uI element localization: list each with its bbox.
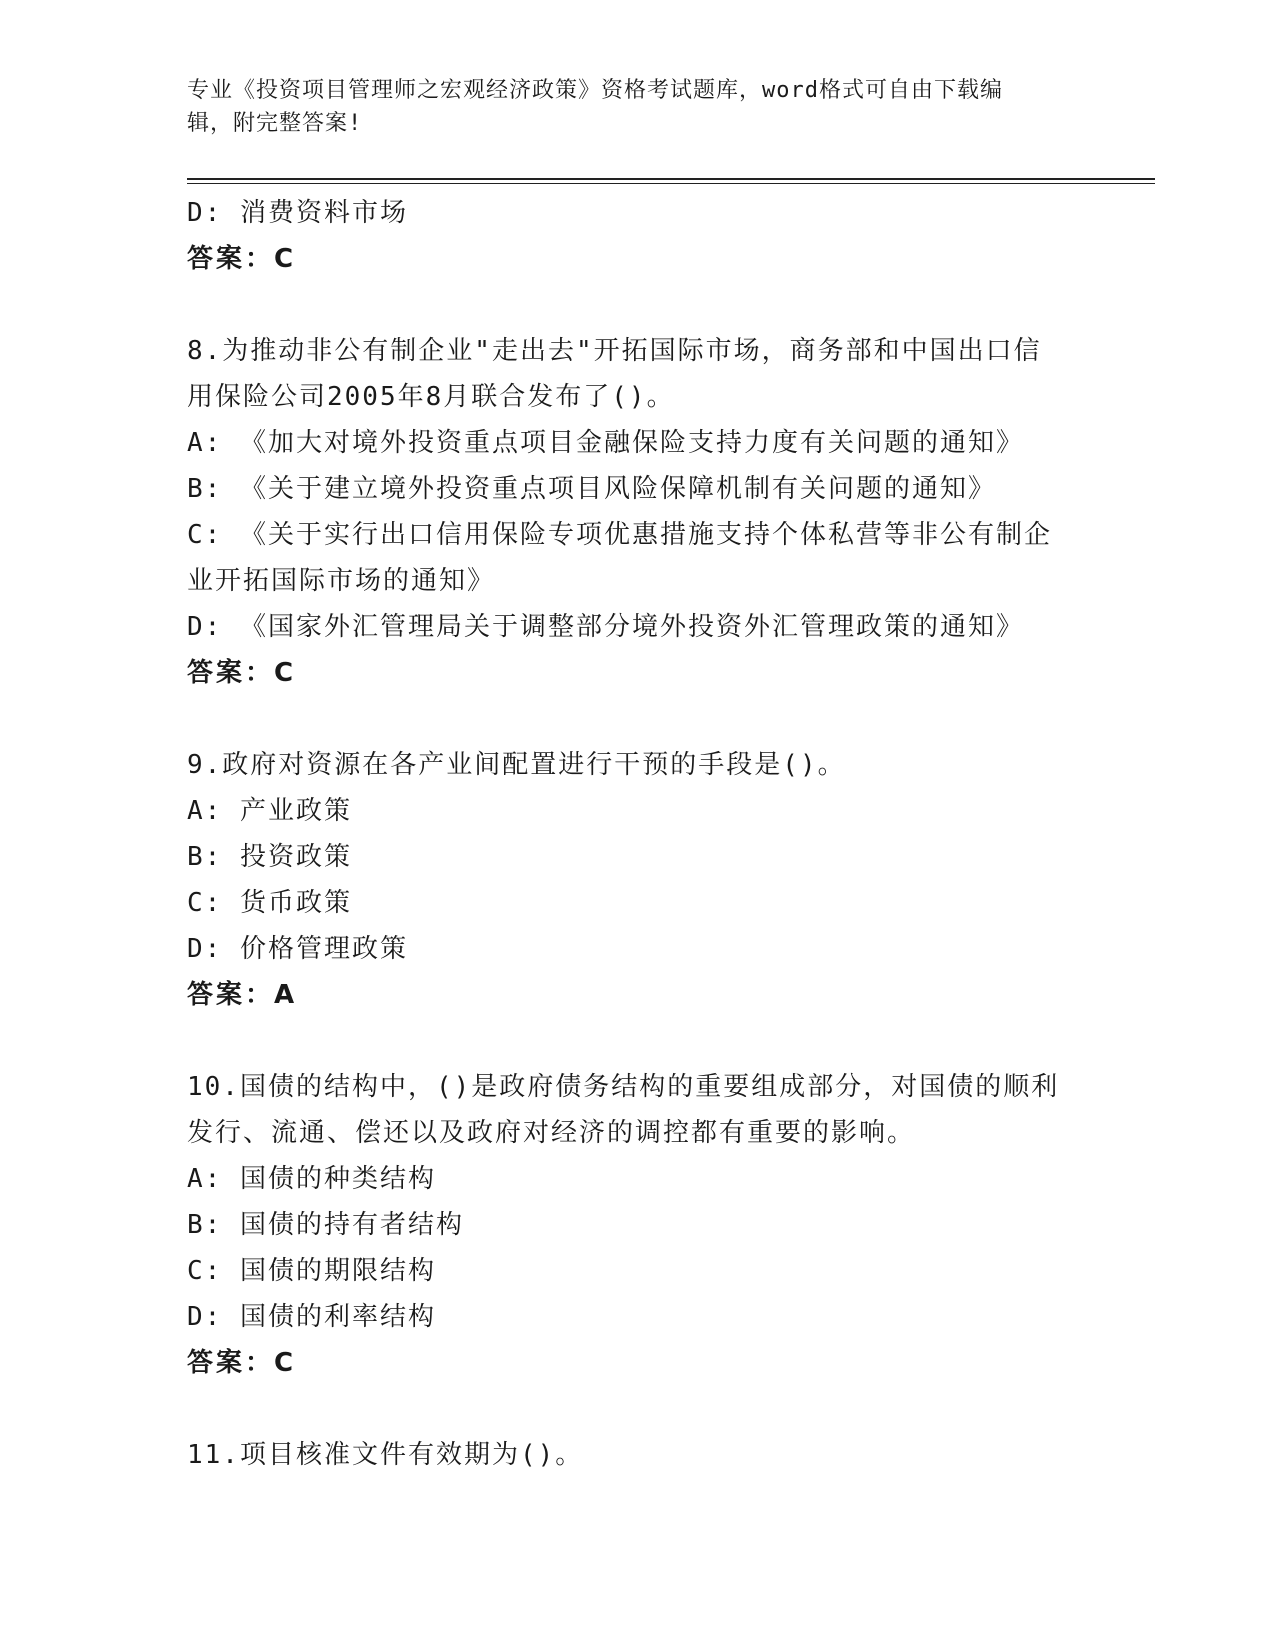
question-block-8 <box>187 328 1077 696</box>
option-d: D: 国债的利率结构 <box>187 1302 436 1332</box>
question-list <box>187 190 1077 1478</box>
option-d: D: 消费资料市场 <box>187 198 408 228</box>
question-block-9 <box>187 742 1077 1018</box>
header-line-1: 专业《投资项目管理师之宏观经济政策》资格考试题库，word格式可自由下载编 <box>187 78 1003 103</box>
question-block-7 <box>187 190 1077 282</box>
option-a: A: 产业政策 <box>187 796 352 826</box>
option-c: C: 国债的期限结构 <box>187 1256 436 1286</box>
header-divider-thin <box>187 183 1155 184</box>
answer-label: 答案：A <box>187 980 298 1010</box>
answer-label: 答案：C <box>187 658 297 688</box>
header-line-2: 辑，附完整答案! <box>187 111 363 136</box>
spacer <box>187 696 1077 742</box>
question-block-10 <box>187 1064 1077 1386</box>
option-b: B: 《关于建立境外投资重点项目风险保障机制有关问题的通知》 <box>187 474 996 504</box>
question-block-11 <box>187 1432 1077 1478</box>
answer-label: 答案：C <box>187 1348 297 1378</box>
spacer <box>187 1018 1077 1064</box>
question-stem: 8.为推动非公有制企业"走出去"开拓国际市场，商务部和中国出口信 <box>187 336 1042 366</box>
answer-label: 答案：C <box>187 244 297 274</box>
option-c: C: 《关于实行出口信用保险专项优惠措施支持个体私营等非公有制企 <box>187 520 1052 550</box>
question-stem-continued: 发行、流通、偿还以及政府对经济的调控都有重要的影响。 <box>187 1118 916 1148</box>
spacer <box>187 282 1077 328</box>
option-c-continued: 业开拓国际市场的通知》 <box>187 566 496 596</box>
option-d: D: 价格管理政策 <box>187 934 408 964</box>
option-c: C: 货币政策 <box>187 888 352 918</box>
question-stem: 10.国债的结构中，()是政府债务结构的重要组成部分，对国债的顺利 <box>187 1072 1060 1102</box>
option-a: A: 《加大对境外投资重点项目金融保险支持力度有关问题的通知》 <box>187 428 1024 458</box>
option-b: B: 投资政策 <box>187 842 352 872</box>
document-header <box>187 74 1067 140</box>
spacer <box>187 1386 1077 1432</box>
question-stem: 11.项目核准文件有效期为()。 <box>187 1440 584 1470</box>
option-a: A: 国债的种类结构 <box>187 1164 436 1194</box>
option-b: B: 国债的持有者结构 <box>187 1210 464 1240</box>
question-stem-continued: 用保险公司2005年8月联合发布了()。 <box>187 382 675 412</box>
question-stem: 9.政府对资源在各产业间配置进行干预的手段是()。 <box>187 750 846 780</box>
header-divider-thick <box>187 178 1155 180</box>
option-d: D: 《国家外汇管理局关于调整部分境外投资外汇管理政策的通知》 <box>187 612 1024 642</box>
